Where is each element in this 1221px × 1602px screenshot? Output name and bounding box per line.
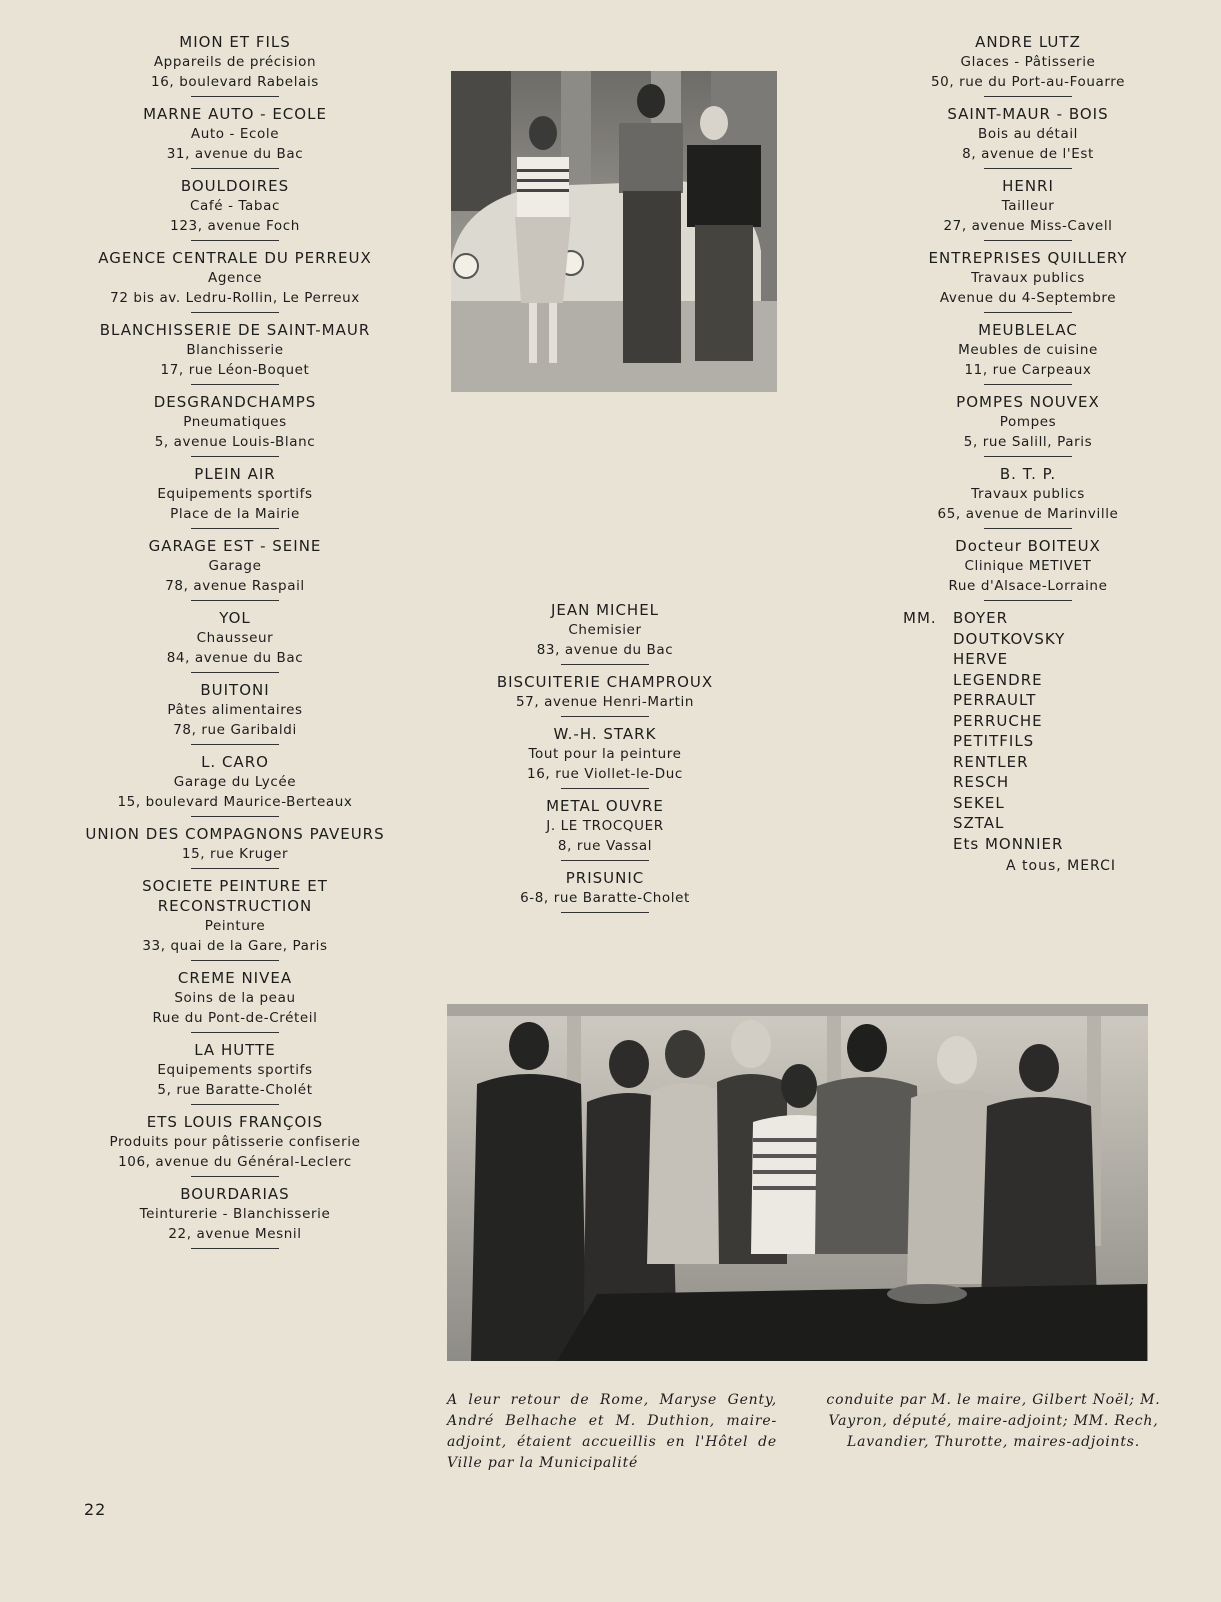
listing-detail: Agence xyxy=(208,270,262,286)
thanks-name-row xyxy=(903,834,1188,855)
listing-detail: 15, rue Kruger xyxy=(181,846,289,862)
listing-detail: 65, avenue de Marinville xyxy=(937,506,1119,522)
listing-detail: Avenue du 4-Septembre xyxy=(939,290,1117,306)
thanks-name: LEGENDRE xyxy=(953,670,1043,689)
listing-entry xyxy=(75,1112,395,1172)
separator-rule xyxy=(191,600,279,601)
listing-name: Docteur BOITEUX xyxy=(955,537,1101,555)
listing-entry xyxy=(470,868,740,908)
listing-detail: Produits pour pâtisserie confiserie xyxy=(109,1134,361,1150)
listing-name: PLEIN AIR xyxy=(194,465,276,483)
listing-entry xyxy=(75,392,395,452)
listing-detail: Tout pour la peinture xyxy=(528,746,682,762)
caption-part-2: conduite par M. le maire, Gilbert Noël; M. Vayron, député, maire-adjoint; MM. Rech, Lavandier, Thurotte, maires-adjoints. xyxy=(826,1392,1161,1450)
listing-detail: Auto - Ecole xyxy=(190,126,280,142)
listing-detail: Pompes xyxy=(999,414,1057,430)
listing-detail: Rue du Pont-de-Créteil xyxy=(152,1010,318,1026)
listing-entry xyxy=(470,600,740,660)
listing-detail: 50, rue du Port-au-Fouarre xyxy=(930,74,1126,90)
listing-entry xyxy=(75,608,395,668)
separator-rule xyxy=(191,1032,279,1033)
listing-detail: Chausseur xyxy=(196,630,274,646)
thanks-name: PETITFILS xyxy=(953,732,1035,750)
thanks-name: SZTAL xyxy=(953,814,1005,832)
listing-name: LA HUTTE xyxy=(194,1041,276,1059)
listing-detail: Blanchisserie xyxy=(186,342,284,358)
listing-name: UNION DES COMPAGNONS PAVEURS xyxy=(85,825,385,843)
separator-rule xyxy=(984,168,1072,169)
separator-rule xyxy=(984,240,1072,241)
thanks-name-row xyxy=(903,690,1188,711)
listing-detail: 8, avenue de l'Est xyxy=(962,146,1094,162)
listing-name: SOCIETE PEINTURE ET RECONSTRUCTION xyxy=(142,877,328,915)
listing-entry xyxy=(868,176,1188,236)
listing-entry xyxy=(470,724,740,784)
separator-rule xyxy=(561,912,649,913)
listing-detail: Equipements sportifs xyxy=(157,1062,313,1078)
listing-detail: 33, quai de la Gare, Paris xyxy=(142,938,328,954)
listing-detail: 11, rue Carpeaux xyxy=(964,362,1092,378)
thanks-name-row xyxy=(903,649,1188,670)
listing-detail: Garage xyxy=(208,558,262,574)
listing-entry xyxy=(470,672,740,712)
listing-detail: Travaux publics xyxy=(971,270,1085,286)
listing-detail: 5, rue Baratte-Cholét xyxy=(157,1082,313,1098)
thanks-name-row xyxy=(903,793,1188,814)
listing-entry xyxy=(75,320,395,380)
listing-detail: Travaux publics xyxy=(971,486,1085,502)
listing-entry xyxy=(868,320,1188,380)
listing-name: MION ET FILS xyxy=(179,33,291,51)
right-column xyxy=(868,32,1188,874)
listing-detail: 5, avenue Louis-Blanc xyxy=(154,434,316,450)
listing-detail: 16, rue Viollet-le-Duc xyxy=(527,766,683,782)
listing-detail: Pâtes alimentaires xyxy=(167,702,303,718)
listing-entry xyxy=(868,392,1188,452)
listing-name: B. T. P. xyxy=(999,465,1057,483)
thanks-name: DOUTKOVSKY xyxy=(953,629,1066,648)
separator-rule xyxy=(984,456,1072,457)
listing-name: L. CARO xyxy=(201,753,269,771)
listing-name: HENRI xyxy=(1002,177,1054,195)
separator-rule xyxy=(191,1176,279,1177)
separator-rule xyxy=(191,168,279,169)
listing-name: YOL xyxy=(219,609,251,627)
photo-three-people-illustration xyxy=(451,71,777,392)
listing-detail: Chemisier xyxy=(568,622,642,638)
thanks-name: HERVE xyxy=(953,650,1009,668)
listing-detail: 31, avenue du Bac xyxy=(166,146,304,162)
thanks-name: RENTLER xyxy=(953,752,1029,771)
listing-entry xyxy=(75,176,395,236)
thanks-name: BOYER xyxy=(953,609,1009,627)
listing-detail: 27, avenue Miss-Cavell xyxy=(943,218,1113,234)
listing-name: BUITONI xyxy=(200,681,270,699)
listing-entry xyxy=(75,536,395,596)
thanks-name-row xyxy=(903,608,1188,629)
listing-detail: Clinique METIVET xyxy=(964,558,1092,574)
listing-entry xyxy=(75,104,395,164)
listing-detail: Appareils de précision xyxy=(153,54,317,70)
listing-detail: 6-8, rue Baratte-Cholet xyxy=(520,890,690,906)
separator-rule xyxy=(984,528,1072,529)
listing-detail: Rue d'Alsace-Lorraine xyxy=(948,578,1108,594)
thanks-name: SEKEL xyxy=(953,793,1005,812)
left-column xyxy=(75,32,395,1256)
separator-rule xyxy=(191,456,279,457)
listing-entry xyxy=(868,464,1188,524)
listing-detail: Pneumatiques xyxy=(183,414,287,430)
separator-rule xyxy=(191,1248,279,1249)
thanks-list xyxy=(868,608,1188,854)
listing-detail: 123, avenue Foch xyxy=(170,218,300,234)
thanks-name: PERRAULT xyxy=(953,691,1037,709)
listing-detail: 17, rue Léon-Boquet xyxy=(160,362,310,378)
separator-rule xyxy=(561,788,649,789)
listing-entry xyxy=(868,32,1188,92)
listing-name: SAINT-MAUR - BOIS xyxy=(947,105,1109,123)
listing-detail: Tailleur xyxy=(1001,198,1055,214)
separator-rule xyxy=(561,860,649,861)
listing-detail: 22, avenue Mesnil xyxy=(168,1226,302,1242)
thanks-name-row xyxy=(903,629,1188,650)
separator-rule xyxy=(191,384,279,385)
listing-detail: 78, rue Garibaldi xyxy=(173,722,297,738)
listing-detail: 83, avenue du Bac xyxy=(536,642,674,658)
thanks-closing: A tous, MERCI xyxy=(1005,858,1116,874)
thanks-prefix: MM. xyxy=(903,609,937,627)
separator-rule xyxy=(984,96,1072,97)
listing-name: ENTREPRISES QUILLERY xyxy=(928,249,1128,267)
listing-name: MEUBLELAC xyxy=(978,321,1078,339)
listing-detail: J. LE TROCQUER xyxy=(546,818,664,834)
separator-rule xyxy=(191,672,279,673)
listing-entry xyxy=(868,248,1188,308)
listing-entry xyxy=(75,1184,395,1244)
thanks-name: PERRUCHE xyxy=(953,711,1043,730)
listing-entry xyxy=(868,104,1188,164)
listing-detail: Meubles de cuisine xyxy=(958,342,1098,358)
listing-entry xyxy=(868,536,1188,596)
listing-detail: 84, avenue du Bac xyxy=(166,650,304,666)
listing-name: W.-H. STARK xyxy=(553,725,657,743)
listing-detail: 78, avenue Raspail xyxy=(165,578,305,594)
listing-entry xyxy=(75,1040,395,1100)
listing-name: BISCUITERIE CHAMPROUX xyxy=(496,673,714,691)
thanks-name-row xyxy=(903,731,1188,752)
page-number: 22 xyxy=(84,1500,107,1519)
listing-detail: 106, avenue du Général-Leclerc xyxy=(118,1154,352,1170)
listing-detail: Place de la Mairie xyxy=(170,506,300,522)
listing-name: METAL OUVRE xyxy=(546,797,664,815)
listing-detail: Bois au détail xyxy=(977,126,1079,142)
thanks-name-row xyxy=(903,813,1188,834)
listing-name: JEAN MICHEL xyxy=(550,601,660,619)
separator-rule xyxy=(191,816,279,817)
listing-detail: Glaces - Pâtisserie xyxy=(960,54,1096,70)
listing-entry xyxy=(75,248,395,308)
listing-entry xyxy=(75,752,395,812)
middle-column xyxy=(470,600,740,920)
listing-detail: Garage du Lycée xyxy=(173,774,297,790)
listing-detail: Soins de la peau xyxy=(174,990,296,1006)
listing-name: MARNE AUTO - ECOLE xyxy=(143,105,327,123)
listing-detail: Equipements sportifs xyxy=(157,486,313,502)
listing-name: BLANCHISSERIE DE SAINT-MAUR xyxy=(99,321,371,339)
listing-entry xyxy=(75,32,395,92)
listing-entry xyxy=(75,876,395,956)
listing-name: CREME NIVEA xyxy=(177,969,293,987)
photo-three-people-with-car xyxy=(451,71,777,392)
listing-entry xyxy=(75,968,395,1028)
listing-name: POMPES NOUVEX xyxy=(956,393,1100,411)
listing-detail: Café - Tabac xyxy=(190,198,280,214)
listing-detail: 72 bis av. Ledru-Rollin, Le Perreux xyxy=(110,290,360,306)
thanks-name-row xyxy=(903,772,1188,793)
photo-group-city-hall xyxy=(447,1004,1148,1361)
photo-group-illustration xyxy=(447,1004,1148,1361)
listing-name: ANDRE LUTZ xyxy=(975,33,1081,51)
separator-rule xyxy=(561,716,649,717)
listing-name: BOULDOIRES xyxy=(180,177,290,195)
separator-rule xyxy=(191,1104,279,1105)
separator-rule xyxy=(191,868,279,869)
thanks-name-row xyxy=(903,670,1188,691)
listing-name: PRISUNIC xyxy=(565,869,645,887)
thanks-name: RESCH xyxy=(953,773,1010,791)
listing-entry xyxy=(75,680,395,740)
separator-rule xyxy=(191,528,279,529)
separator-rule xyxy=(561,664,649,665)
listing-detail: 57, avenue Henri-Martin xyxy=(515,694,695,710)
listing-detail: 5, rue Salill, Paris xyxy=(963,434,1093,450)
separator-rule xyxy=(191,744,279,745)
separator-rule xyxy=(984,384,1072,385)
thanks-name-row xyxy=(903,752,1188,773)
listing-detail: Peinture xyxy=(204,918,266,934)
separator-rule xyxy=(191,960,279,961)
listing-entry xyxy=(75,824,395,864)
listing-detail: 15, boulevard Maurice-Berteaux xyxy=(117,794,353,810)
separator-rule xyxy=(984,600,1072,601)
listing-name: AGENCE CENTRALE DU PERREUX xyxy=(98,249,372,267)
listing-name: ETS LOUIS FRANÇOIS xyxy=(146,1113,324,1131)
listing-name: GARAGE EST - SEINE xyxy=(148,537,322,555)
caption-part-1: A leur retour de Rome, Maryse Genty, André Belhache et M. Duthion, maire-adjoint, étaient accueillis en l'Hôtel de Ville par la Municipalité xyxy=(447,1392,777,1471)
separator-rule xyxy=(984,312,1072,313)
listing-detail: 16, boulevard Rabelais xyxy=(151,74,319,90)
separator-rule xyxy=(191,312,279,313)
listing-name: DESGRANDCHAMPS xyxy=(153,393,317,411)
listing-entry xyxy=(75,464,395,524)
separator-rule xyxy=(191,96,279,97)
thanks-name: Ets MONNIER xyxy=(953,834,1064,853)
thanks-name-row xyxy=(903,711,1188,732)
listing-detail: Teinturerie - Blanchisserie xyxy=(139,1206,331,1222)
separator-rule xyxy=(191,240,279,241)
listing-detail: 8, rue Vassal xyxy=(557,838,653,854)
listing-entry xyxy=(470,796,740,856)
listing-name: BOURDARIAS xyxy=(180,1185,290,1203)
